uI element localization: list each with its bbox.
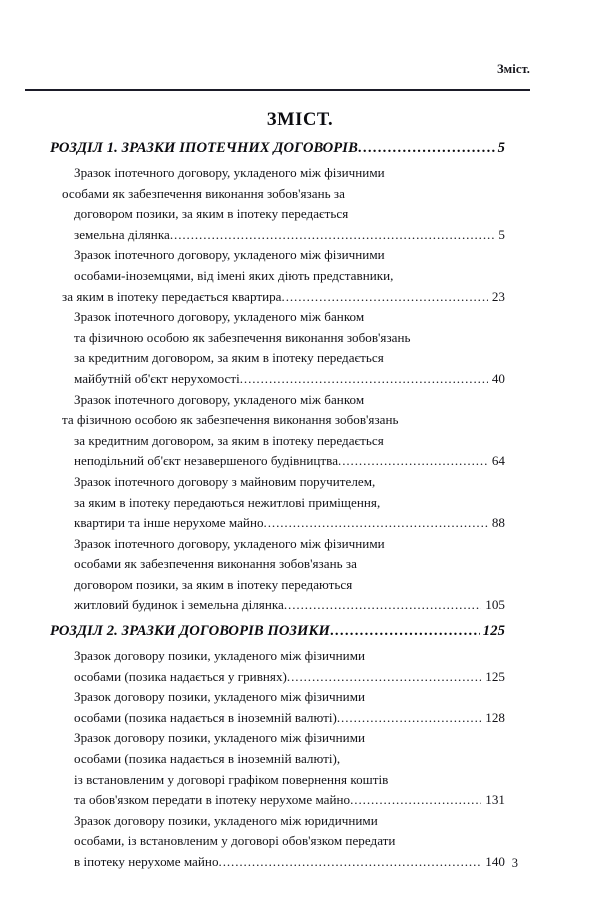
toc-entry[interactable] <box>50 307 505 389</box>
toc-entry-line: Зразок іпотечного договору, укладеного між фізичними <box>74 247 385 263</box>
toc-entry-line: Зразок іпотечного договору, укладеного між фізичними <box>74 535 385 551</box>
toc-entry[interactable] <box>50 646 505 687</box>
toc-entry-last-line <box>62 287 505 308</box>
toc-entry-line: за яким в іпотеку передаються нежитлові приміщення, <box>74 494 381 510</box>
toc-entry-last-line <box>62 790 505 811</box>
toc-entry-text: особами (позика надається у гривнях) <box>74 668 287 684</box>
toc-section-heading[interactable] <box>50 140 505 157</box>
toc-entry-text: за яким в іпотеку передається квартира <box>62 288 282 304</box>
dot-leader <box>338 451 488 472</box>
toc-entry-text: в іпотеку нерухоме майно <box>74 854 219 869</box>
toc-entry[interactable] <box>50 534 505 616</box>
toc-entry-page-number: 131 <box>485 792 505 808</box>
toc-entry-line: та фізичною особою як забезпечення виконання зобов'язань <box>74 329 411 345</box>
toc-entry-page-number: 105 <box>485 597 505 613</box>
toc-entry[interactable] <box>50 472 505 534</box>
toc-entry-last-line <box>62 451 505 472</box>
toc-section-heading[interactable] <box>50 623 505 640</box>
toc-entry-line: та фізичною особою як забезпечення виконання зобов'язань <box>62 412 399 428</box>
toc-entry-text: майбутній об'єкт нерухомості <box>74 370 240 386</box>
toc-entry-text: особами (позика надається в іноземній валюті) <box>74 709 337 725</box>
toc-entry-last-line <box>62 225 505 246</box>
toc-entry-line: договором позики, за яким в іпотеку передаються <box>74 576 353 592</box>
toc-section-heading-label: РОЗДІЛ 1. ЗРАЗКИ ІПОТЕЧНИХ ДОГОВОРІВ <box>50 140 358 156</box>
dot-leader <box>350 790 481 811</box>
toc-entry-line: особами як забезпечення виконання зобов'язань за <box>62 185 345 201</box>
toc-entry-text: неподільний об'єкт незавершеного будівництва <box>74 453 339 469</box>
toc-entry[interactable] <box>50 390 505 472</box>
toc-entry[interactable] <box>50 728 505 810</box>
header-rule <box>25 89 530 91</box>
toc-entry-text: та обов'язком передати в іпотеку нерухоме майно <box>74 792 351 808</box>
toc-entry-line: Зразок іпотечного договору, укладеного між фізичними <box>74 165 385 180</box>
toc-entry-line: договором позики, за яким в іпотеку передається <box>74 206 349 222</box>
toc-entry-line: Зразок договору позики, укладеного між юридичними <box>74 812 378 828</box>
page-number: 3 <box>511 856 518 870</box>
toc-entry-text: житловий будинок і земельна ділянка <box>74 597 284 613</box>
table-of-contents <box>50 140 505 873</box>
toc-entry-line: Зразок договору позики, укладеного між фізичними <box>74 730 366 746</box>
toc-entry-text: земельна ділянка <box>74 226 170 242</box>
toc-entry-page-number: 64 <box>491 453 505 469</box>
page-title: ЗМІСТ. <box>266 110 334 130</box>
dot-leader <box>330 623 480 640</box>
toc-entry-page-number: 40 <box>491 370 505 386</box>
dot-leader <box>358 140 495 157</box>
toc-entry-line: за кредитним договором, за яким в іпотеку передається <box>74 350 384 366</box>
toc-entry-page-number: 88 <box>491 515 505 531</box>
toc-entry-page-number: 125 <box>485 668 505 684</box>
toc-entry-page-number: 5 <box>498 226 505 242</box>
toc-entry-line: особами, із встановленим у договорі обов'язком передати <box>74 833 396 849</box>
dot-leader <box>264 513 488 534</box>
dot-leader <box>287 667 481 688</box>
toc-entry-last-line <box>62 667 505 688</box>
toc-entry-page-number: 128 <box>485 709 505 725</box>
toc-entry-line: Зразок іпотечного договору з майновим поручителем, <box>74 473 376 489</box>
toc-entry-line: Зразок договору позики, укладеного між фізичними <box>74 648 366 664</box>
dot-leader <box>170 225 495 246</box>
toc-entry-page-number: 23 <box>491 288 505 304</box>
toc-entry-page-number: 140 <box>485 854 505 869</box>
dot-leader <box>240 369 488 390</box>
toc-entry-line: Зразок іпотечного договору, укладеного між банком <box>74 391 365 407</box>
dot-leader <box>337 708 481 729</box>
toc-entry-line: Зразок іпотечного договору, укладеного між банком <box>74 309 365 325</box>
toc-entry-last-line <box>62 513 505 534</box>
dot-leader <box>282 287 488 308</box>
toc-section-page-number: 5 <box>497 140 505 156</box>
toc-entry-last-line <box>62 708 505 729</box>
toc-section-page-number: 125 <box>482 623 505 640</box>
toc-entry-line: за кредитним договором, за яким в іпотеку передається <box>74 432 384 448</box>
toc-entry-line: із встановленим у договорі графіком повернення коштів <box>74 771 389 787</box>
toc-entry-last-line <box>62 595 505 616</box>
toc-entry-line: особами як забезпечення виконання зобов'язань за <box>74 556 357 572</box>
toc-entry-line: Зразок договору позики, укладеного між фізичними <box>74 689 366 705</box>
dot-leader <box>284 595 481 616</box>
toc-entry[interactable] <box>50 245 505 307</box>
toc-entry-text: квартири та інше нерухоме майно <box>74 515 264 531</box>
toc-entry-line: особами-іноземцями, від імені яких діють представники, <box>74 267 394 283</box>
toc-section-heading-label: РОЗДІЛ 2. ЗРАЗКИ ДОГОВОРІВ ПОЗИКИ <box>50 623 330 640</box>
toc-entry-line: особами (позика надається в іноземній валюті), <box>74 751 341 767</box>
toc-entry-last-line <box>62 369 505 390</box>
toc-entry[interactable] <box>50 687 505 728</box>
toc-entry[interactable] <box>50 163 505 245</box>
running-header: Зміст. <box>496 62 530 76</box>
